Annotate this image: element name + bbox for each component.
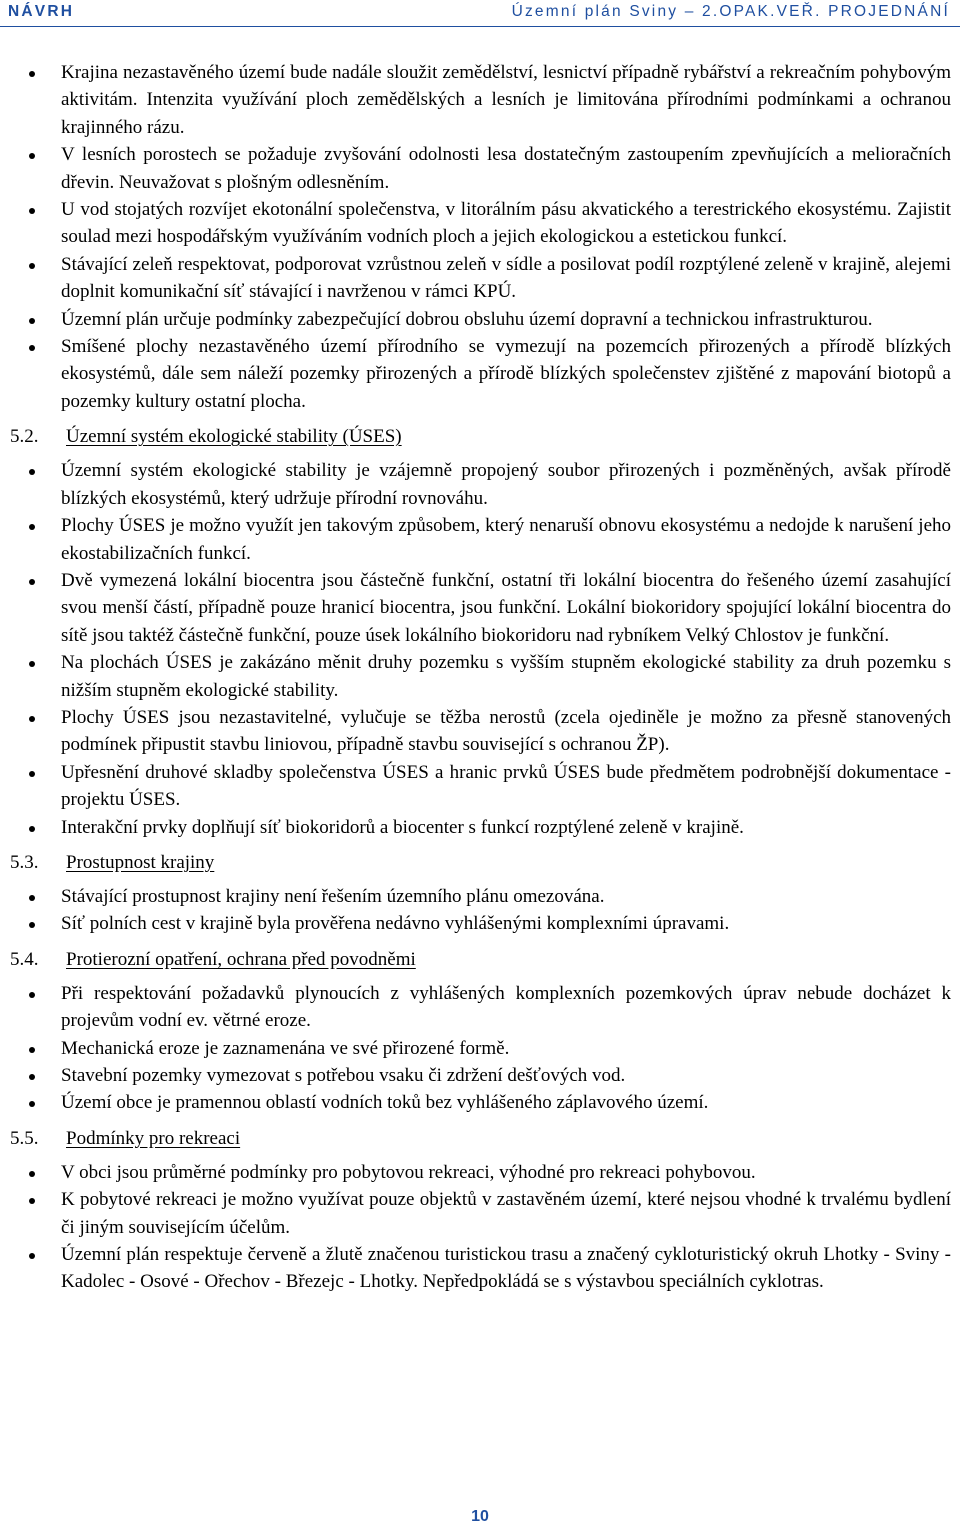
list-item: Území obce je pramennou oblastí vodních toků bez vyhlášeného záplavového území. xyxy=(10,1089,951,1116)
section-heading-prostupnost xyxy=(10,849,951,876)
list-item: Územní systém ekologické stability je vzájemně propojený soubor přirozených i pozměněných, avšak přírodě blízkých ekosystémů, který udržuje přírodní rovnováhu. xyxy=(10,457,951,512)
list-item: Při respektování požadavků plynoucích z vyhlášených komplexních pozemkových úprav nebude docházet k projevům vodní ev. větrné eroze. xyxy=(10,980,951,1035)
section-title: Podmínky pro rekreaci xyxy=(66,1127,241,1149)
list-item: Plochy ÚSES je možno využít jen takovým způsobem, který nenaruší obnovu ekosystému a nedojde k narušení jeho ekostabilizačních funkcí. xyxy=(10,512,951,567)
section-list-prostupnost xyxy=(10,883,951,938)
section-number: 5.4. xyxy=(10,948,39,970)
intro-list xyxy=(10,59,951,415)
section-number: 5.2. xyxy=(10,426,39,448)
section-list-uses xyxy=(10,457,951,841)
list-item: U vod stojatých rozvíjet ekotonální společenstva, v litorálním pásu akvatického a terestrického ekosystému. Zajistit soulad mezi hospodářským využíváním vodních ploch a jejich ekologickou a estetickou funkcí. xyxy=(10,196,951,251)
header-document-title: Územní plán Sviny – 2.OPAK.VEŘ. PROJEDNÁNÍ xyxy=(511,3,950,20)
section-heading-protierozni xyxy=(10,946,951,973)
list-item: Smíšené plochy nezastavěného území přírodního se vymezují na pozemcích přirozených a přírodě blízkých ekosystémů, dále sem náleží pozemky přirozených a přírodě blízkých společenstev zjištěné z mapování biotopů a pozemky kultury ostatní plocha. xyxy=(10,333,951,415)
document-body xyxy=(10,59,951,1296)
list-item: V obci jsou průměrné podmínky pro pobytovou rekreaci, výhodné pro rekreaci pohybovou. xyxy=(10,1159,951,1186)
list-item: Krajina nezastavěného území bude nadále sloužit zemědělství, lesnictví případně rybářství a rekreačním pohybovým aktivitám. Intenzita využívání ploch zemědělských a lesních je limitována přírodními podmínkami a ochranou krajinného rázu. xyxy=(10,59,951,141)
section-title: Územní systém ekologické stability (ÚSES) xyxy=(66,426,402,448)
header-status: NÁVRH xyxy=(8,3,75,20)
page-header xyxy=(0,0,960,27)
section-list-rekreace xyxy=(10,1159,951,1296)
list-item: Upřesnění druhové skladby společenstva ÚSES a hranic prvků ÚSES bude předmětem podrobnější dokumentace - projektu ÚSES. xyxy=(10,759,951,814)
section-title: Prostupnost krajiny xyxy=(66,851,215,873)
section-list-protierozni xyxy=(10,980,951,1117)
list-item: K pobytové rekreaci je možno využívat pouze objektů v zastavěném území, které nejsou vhodné k trvalému bydlení či jiným souvisejícím účelům. xyxy=(10,1186,951,1241)
list-item: Stavební pozemky vymezovat s potřebou vsaku či zdržení dešťových vod. xyxy=(10,1062,951,1089)
list-item: Na plochách ÚSES je zakázáno měnit druhy pozemku s vyšším stupněm ekologické stability za druh pozemku s nižším stupněm ekologické stability. xyxy=(10,649,951,704)
section-heading-rekreace xyxy=(10,1125,951,1152)
section-number: 5.3. xyxy=(10,851,39,873)
list-item: Dvě vymezená lokální biocentra jsou částečně funkční, ostatní tři lokální biocentra do řešeného území zasahující svou menší částí, případně pouze hranicí biocentra, jsou funkční. Lokální biokoridory spojující lokální biocentra do sítě jsou taktéž částečně funkční, pouze úsek lokálního biokoridoru nad rybníkem Velký Chlostov je funkční. xyxy=(10,567,951,649)
list-item: Interakční prvky doplňují síť biokoridorů a biocenter s funkcí rozptýlené zeleně v krajině. xyxy=(10,814,951,841)
list-item: Územní plán určuje podmínky zabezpečující dobrou obsluhu území dopravní a technickou infrastrukturou. xyxy=(10,306,951,333)
page-number: 10 xyxy=(471,1508,489,1525)
list-item: Stávající prostupnost krajiny není řešením územního plánu omezována. xyxy=(10,883,951,910)
list-item: Mechanická eroze je zaznamenána ve své přirozené formě. xyxy=(10,1035,951,1062)
list-item: Síť polních cest v krajině byla prověřena nedávno vyhlášenými komplexními úpravami. xyxy=(10,910,951,937)
section-number: 5.5. xyxy=(10,1127,39,1149)
list-item: Plochy ÚSES jsou nezastavitelné, vylučuje se těžba nerostů (zcela ojediněle je možno za přesně stanovených podmínek připustit stavbu liniovou, případně stavbu související s ochranou ŽP). xyxy=(10,704,951,759)
list-item: Stávající zeleň respektovat, podporovat vzrůstnou zeleň v sídle a posilovat podíl rozptýlené zeleně v krajině, alejemi doplnit komunikační síť stávající i navrženou v rámci KPÚ. xyxy=(10,251,951,306)
section-title: Protierozní opatření, ochrana před povodněmi xyxy=(66,948,416,970)
section-heading-uses xyxy=(10,423,951,450)
list-item: V lesních porostech se požaduje zvyšování odolnosti lesa dostatečným zastoupením zpevňujících a melioračních dřevin. Neuvažovat s plošným odlesněním. xyxy=(10,141,951,196)
list-item: Územní plán respektuje červeně a žlutě značenou turistickou trasu a značený cykloturistický okruh Lhotky - Sviny - Kadolec - Osové - Ořechov - Březejc - Lhotky. Nepředpokládá se s výstavbou speciálních cyklotras. xyxy=(10,1241,951,1296)
